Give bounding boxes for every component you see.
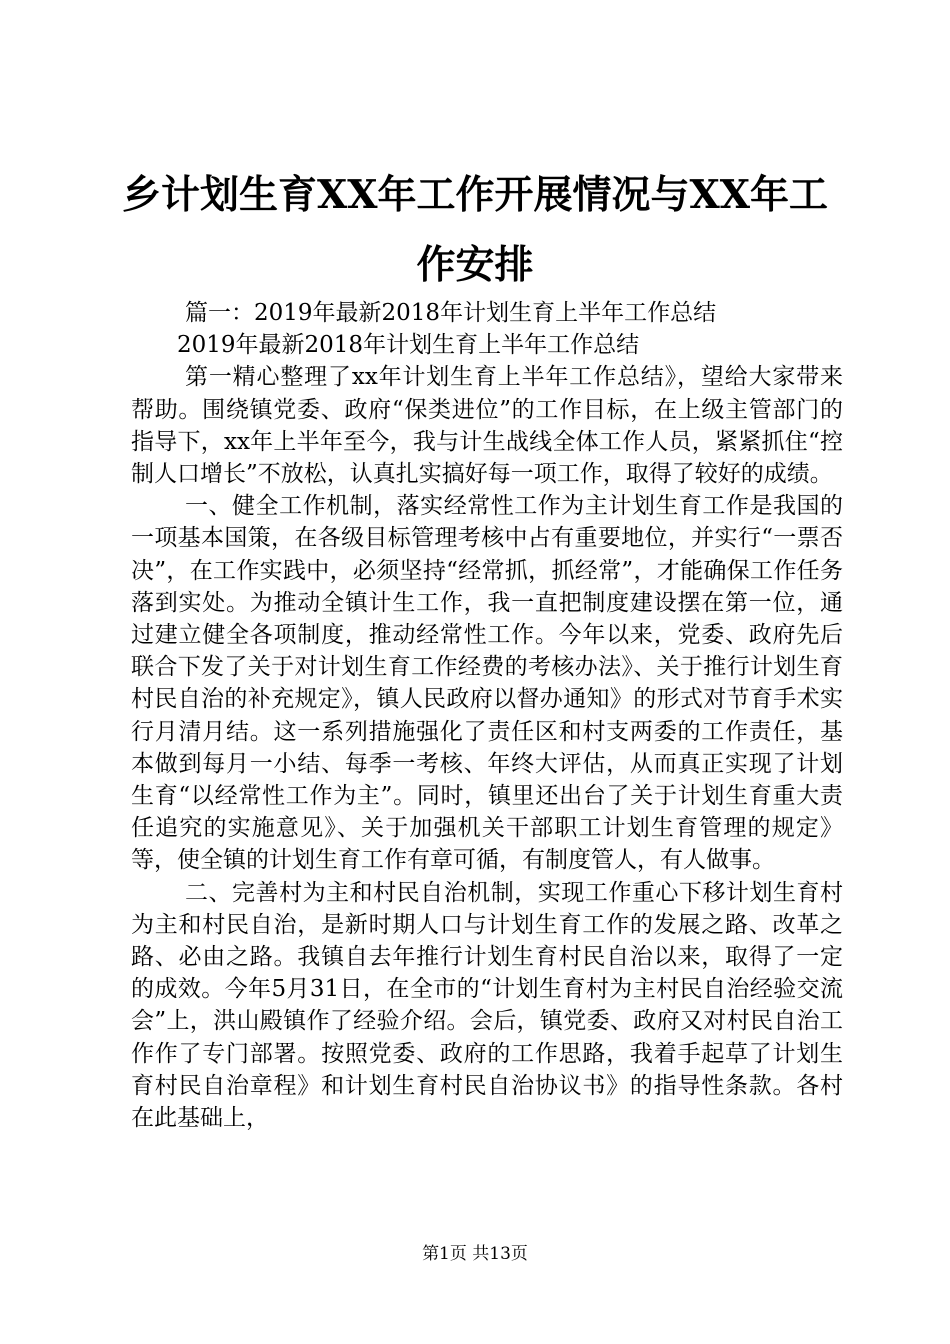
section-heading: 篇一：2019年最新2018年计划生育上半年工作总结 xyxy=(185,300,717,326)
paragraph-work-mechanism: 一、健全工作机制，落实经常性工作为主计划生育工作是我国的一项基本国策，在各级目标管理考核中占有重要地位，并实行“一票否决”，在工作实践中，必须坚持“经常抓，抓经常”，才能确保工作任务落到实处。为推动全镇计生工作，我一直把制度建设摆在第一位，通过建立健全各项制度，推动经常性工作。今年以来，党委、政府先后联合下发了关于对计划生育工作经费的考核办法》、关于推行计划生育村民自治的补充规定》，镇人民政府以督办通知》的形式对节育手术实行月清月结。这一系列措施强化了责任区和村支两委的工作责任，基本做到每月一小结、每季一考核、年终大评估，从而真正实现了计划生育“以经常性工作为主”。同时，镇里还出台了关于计划生育重大责任追究的实施意见》、关于加强机关干部职工计划生育管理的规定》等，使全镇的计划生育工作有章可循，有制度管人，有人做事。 xyxy=(131,493,843,874)
page-footer: 第1页 共13页 xyxy=(422,1244,528,1264)
paragraph-intro: 第一精心整理了xx年计划生育上半年工作总结》，望给大家带来帮助。围绕镇党委、政府“保类进位”的工作目标，在上级主管部门的指导下，xx年上半年至今，我与计生战线全体工作人员，紧紧抓住“控制人口增长”不放松，认真扎实搞好每一项工作，取得了较好的成绩。 xyxy=(131,364,843,488)
document-title: 乡计划生育XX年工作开展情况与XX年工作安排 xyxy=(121,172,829,288)
paragraph-village-autonomy: 二、完善村为主和村民自治机制，实现工作重心下移计划生育村为主和村民自治，是新时期人口与计划生育工作的发展之路、改革之路、必由之路。我镇自去年推行计划生育村民自治以来，取得了一定的成效。今年5月31日，在全市的“计划生育村为主村民自治经验交流会”上，洪山殿镇作了经验介绍。会后，镇党委、政府又对村民自治工作作了专门部署。按照党委、政府的工作思路，我着手起草了计划生育村民自治章程》和计划生育村民自治协议书》的指导性条款。各村在此基础上， xyxy=(131,879,843,1132)
section-subheading: 2019年最新2018年计划生育上半年工作总结 xyxy=(177,332,640,359)
document-body xyxy=(131,297,843,1134)
